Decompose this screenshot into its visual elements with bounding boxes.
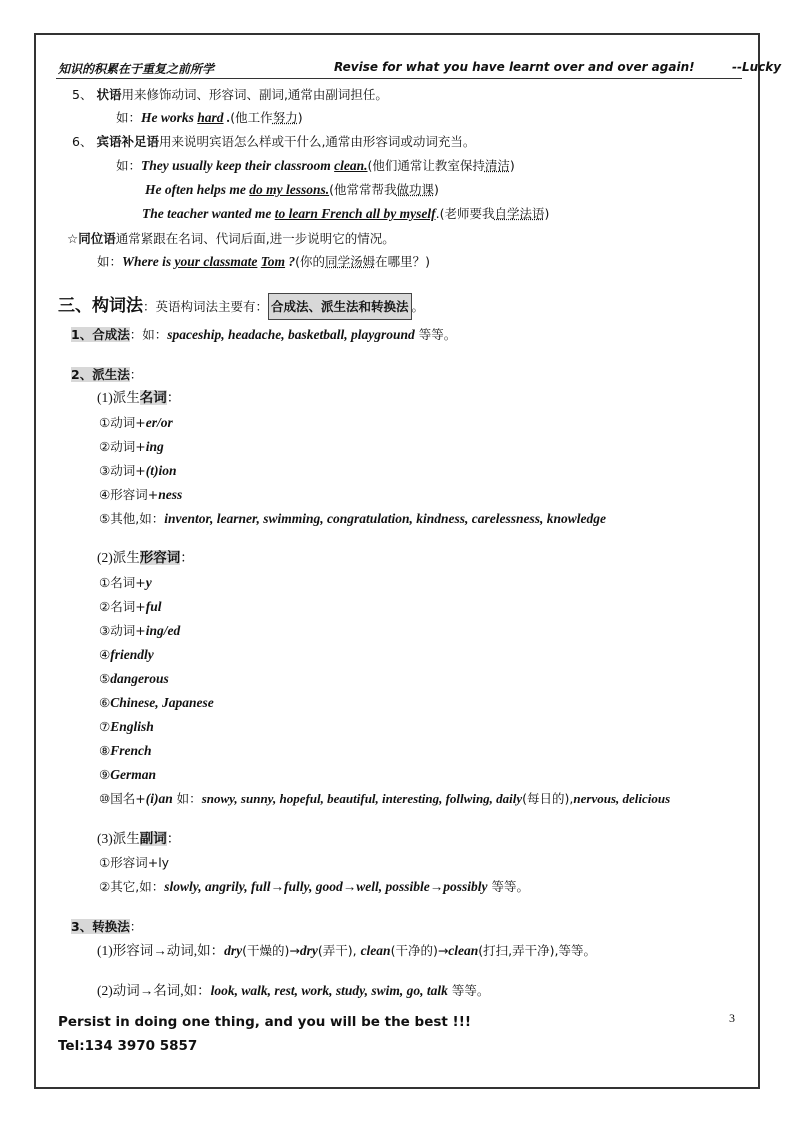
section-description: ：英语构词法主要有： [143,299,269,314]
item-number: ① [99,855,111,870]
star-icon: ☆ [67,231,79,246]
list-item [99,671,169,687]
example-zh: ) [434,182,439,197]
term: 状语 [96,87,122,102]
item-zh: 动词+ [110,623,146,638]
highlight-box: 合成法、派生法和转换法 [268,293,412,320]
example-zh: ) [544,206,550,221]
item-en: (i)an [145,791,173,806]
item-number: ⑥ [99,695,111,710]
example-en: dry [224,943,243,958]
item-number: ⑦ [99,719,111,734]
line-text: (1)形容词→动词,如： [97,943,225,958]
example-en: clean [448,943,479,958]
example-prefix: ：如： [129,327,168,342]
term: 同位语 [78,231,116,246]
sub-prefix: (1)派生 [97,390,140,405]
item-zh: 其他,如： [110,511,165,526]
colon: ： [129,367,143,382]
list-item [99,719,154,735]
example-en-underlined: your classmate [174,254,258,269]
term: 名词 [139,390,167,405]
example-en-underlined: clean. [334,158,368,173]
item-zh: 形容词+ly [110,855,170,870]
example-en: The teacher wanted me [142,206,275,221]
item-en: slowly, angrily, full→fully, good→well, possible→possibly [164,879,488,894]
example-en: look, walk, rest, work, study, swim, go, talk [210,983,448,998]
header-left: 知识的积累在于重复之前所学 [58,62,215,76]
compounding-line [71,327,456,343]
list-item [99,463,176,479]
item-number: ② [99,599,111,614]
list-item [99,855,169,871]
section-end: 。 [411,299,425,314]
item-number: ③ [99,623,111,638]
sub-prefix: (2)派生 [97,550,140,565]
description: 用来修饰动词、形容词、副词,通常由副词担任。 [121,87,388,102]
item-number: ③ [99,463,111,478]
sub-prefix: (3)派生 [97,831,140,846]
example-en: They usually keep their classroom [141,158,335,173]
item-en: ing/ed [145,623,181,638]
example-en: ? [285,254,296,269]
item-en: friendly [110,647,154,662]
example-en: snowy, sunny, hopeful, beautiful, interesting, follwing, daily [201,791,523,806]
example-prefix: 如： [116,110,142,125]
example-zh: (打扫,弄干净),等等。 [478,943,596,958]
example-prefix: 如： [97,254,123,269]
item-number: ⑤ [99,511,111,526]
list-item [99,439,164,455]
derivation-heading [71,367,142,383]
item-number: 5、 [72,87,93,102]
example-zh: ) [509,158,515,173]
item-en: French [110,743,152,758]
item-zh: 形容词+ [110,487,159,502]
list-item [99,647,154,663]
example-zh: (干净的)→ [390,943,449,958]
item-zh: 其它,如： [110,879,165,894]
colon: ： [129,919,143,934]
list-item [99,791,670,807]
example-en: clean [360,943,391,958]
line-text: (2)动词→名词,如： [97,983,211,998]
item-6-object-complement [72,134,475,150]
example-zh-marked: 做功课 [396,182,435,197]
item-en: German [110,767,156,782]
example-zh: (弄干), [317,943,361,958]
section-title: 三、构词法 [58,296,143,316]
example-zh: 在哪里？) [375,254,430,269]
item-en: er/or [145,415,173,430]
list-item [99,575,152,591]
list-item [99,695,214,711]
adverb-derivation-heading [97,831,180,847]
list-item [99,623,180,639]
example-zh: (他们通常让教室保持 [367,158,485,173]
example-zh-marked: 同学汤姆 [325,254,376,269]
section-3-heading [58,294,424,319]
adjective-derivation-heading [97,550,194,566]
noun-derivation-heading [97,390,180,406]
item-6-example-2 [145,182,439,198]
footer-motto: Persist in doing one thing, and you will be the best !!! [58,1014,472,1030]
example-en-underlined: hard [197,110,224,125]
colon: ： [180,550,194,565]
item-number: 6、 [72,134,93,149]
example-en: dry [299,943,318,958]
list-item [99,743,151,759]
item-6-example-3 [142,206,549,222]
example-zh-marked: 努力 [272,110,298,125]
conversion-heading [71,919,142,935]
item-number: ⑨ [99,767,111,782]
example-en-underlined: to learn French all by myself [274,206,436,221]
appositive-example [97,254,430,270]
suffix: 等等。 [447,983,490,998]
description: 通常紧跟在名词、代词后面,进一步说明它的情况。 [115,231,395,246]
item-zh: 动词+ [110,415,146,430]
item-number: ② [99,439,111,454]
page-number: 3 [729,1011,735,1025]
item-number: ② [99,879,111,894]
term: 形容词 [139,550,181,565]
example-prefix: 如： [116,158,142,173]
item-number: ⑧ [99,743,111,758]
example-en: . [223,110,231,125]
item-6-example-1 [116,158,515,174]
item-en: ness [158,487,183,502]
description: 用来说明宾语怎么样或干什么,通常由形容词或动词充当。 [158,134,476,149]
conversion-line-2 [97,983,489,999]
item-zh: 动词+ [110,439,146,454]
example-zh: (干燥的)→ [242,943,300,958]
example-en: Where is [122,254,175,269]
example-zh: (他常常帮我 [329,182,397,197]
example-en: He works [141,110,198,125]
item-number: ⑩ [99,791,111,806]
item-number: ④ [99,487,111,502]
example-en: He often helps me [145,182,250,197]
list-item [99,487,182,503]
item-number: ④ [99,647,111,662]
item-en: ing [145,439,164,454]
example-en: spaceship, headache, basketball, playground [167,327,415,342]
example-zh: ) [297,110,303,125]
suffix: 等等。 [487,879,529,894]
colon: ： [166,390,181,405]
appositive-line [67,231,395,247]
term: 副词 [139,831,167,846]
item-en: inventor, learner, swimming, congratulation, kindness, carelessness, knowledge [164,511,607,526]
item-zh: 动词+ [110,463,146,478]
list-item [99,415,173,431]
item-en: (t)ion [145,463,177,478]
list-item [99,511,606,527]
header-center: Revise for what you have learnt over and over again! [334,60,695,74]
item-number: ⑤ [99,671,111,686]
footer-telephone: Tel:134 3970 5857 [58,1038,198,1054]
item-en: ful [145,599,162,614]
suffix: 等等。 [414,327,457,342]
item-zh: 国名+ [110,791,146,806]
item-number: ① [99,575,111,590]
item-en: English [110,719,154,734]
item-en: y [145,575,152,590]
example-zh-marked: 自学法语 [494,206,545,221]
list-item [99,767,156,783]
example-zh-marked: 清洁 [484,158,510,173]
list-item [99,879,529,895]
example-zh: .(老师要我 [435,206,495,221]
header-rule [56,78,742,79]
term: 宾语补足语 [96,134,159,149]
header-right: --Lucky [732,60,782,74]
example-zh: (你的 [295,254,326,269]
item-5-adverbial [72,87,388,103]
example-zh: (每日的), [522,791,574,806]
item-number: ① [99,415,111,430]
example-en-underlined: Tom [260,254,286,269]
subsection-label: 3、转换法 [71,919,130,934]
example-zh: (他工作 [230,110,273,125]
subsection-label: 1、合成法 [71,327,130,342]
item-en: dangerous [110,671,169,686]
subsection-label: 2、派生法 [71,367,130,382]
conversion-line-1 [97,943,596,959]
example-prefix: 如： [172,791,202,806]
item-5-example [116,110,303,126]
item-zh: 名词+ [110,599,146,614]
example-en: nervous, delicious [573,791,671,806]
item-zh: 名词+ [110,575,146,590]
example-en-underlined: do my lessons. [249,182,330,197]
item-en: Chinese, Japanese [110,695,214,710]
colon: ： [166,831,181,846]
list-item [99,599,161,615]
